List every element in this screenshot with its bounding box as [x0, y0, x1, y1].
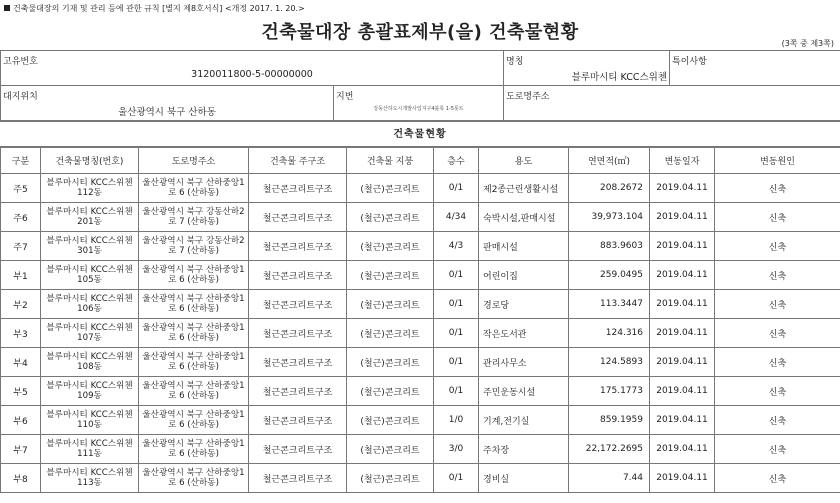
- type-cell: 부4: [1, 348, 41, 377]
- usage-cell: 경비실: [479, 464, 569, 493]
- change-reason-cell: 신축: [715, 435, 840, 464]
- main-structure-cell: 철근콘크리트구조: [249, 348, 347, 377]
- floors-cell: 0/1: [434, 348, 479, 377]
- roof-cell: (철근)콘크리트: [347, 319, 434, 348]
- special-label: 특이사항: [672, 57, 707, 67]
- main-structure-cell: 철근콘크리트구조: [249, 290, 347, 319]
- floor-area-cell: 124.316: [569, 319, 650, 348]
- main-structure-cell: 철근콘크리트구조: [249, 319, 347, 348]
- floors-cell: 0/1: [434, 174, 479, 203]
- usage-cell: 관리사무소: [479, 348, 569, 377]
- header-cell: 연면적(㎡): [569, 148, 650, 174]
- floors-cell: 0/1: [434, 464, 479, 493]
- change-reason-cell: 신축: [715, 319, 840, 348]
- table-row: [1, 174, 840, 203]
- floor-area-cell: 124.5893: [569, 348, 650, 377]
- usage-cell: 주민운동시설: [479, 377, 569, 406]
- change-date-cell: 2019.04.11: [650, 290, 715, 319]
- usage-cell: 숙박시설,판매시설: [479, 203, 569, 232]
- road-address-cell: 울산광역시 북구 산하중앙1로 6 (산하동): [139, 174, 249, 203]
- usage-cell: 주차장: [479, 435, 569, 464]
- table-row: [1, 290, 840, 319]
- main-structure-cell: 철근콘크리트구조: [249, 232, 347, 261]
- table-row: [1, 377, 840, 406]
- lot-value: 강동산하도시개발사업지구4블록 1-5롯트: [373, 106, 464, 112]
- type-cell: 주7: [1, 232, 41, 261]
- main-structure-cell: 철근콘크리트구조: [249, 377, 347, 406]
- road-address-cell: 울산광역시 북구 산하중앙1로 6 (산하동): [139, 348, 249, 377]
- change-reason-cell: 신축: [715, 261, 840, 290]
- usage-cell: 기계,전기실: [479, 406, 569, 435]
- building-name-cell: 블루마시티 KCC스위첸 112동: [41, 174, 139, 203]
- unique-no-cell: [1, 51, 504, 86]
- type-cell: 부2: [1, 290, 41, 319]
- header-cell: 건축물 지붕: [347, 148, 434, 174]
- type-cell: 부1: [1, 261, 41, 290]
- roof-cell: (철근)콘크리트: [347, 377, 434, 406]
- main-structure-cell: 철근콘크리트구조: [249, 203, 347, 232]
- building-name-cell: 블루마시티 KCC스위첸 201동: [41, 203, 139, 232]
- change-reason-cell: 신축: [715, 174, 840, 203]
- usage-cell: 제2종근린생활시설: [479, 174, 569, 203]
- floors-cell: 0/1: [434, 377, 479, 406]
- building-name-cell: 블루마시티 KCC스위첸 113동: [41, 464, 139, 493]
- change-date-cell: 2019.04.11: [650, 261, 715, 290]
- table-row: [1, 261, 840, 290]
- road-address-cell: 울산광역시 북구 산하중앙1로 6 (산하동): [139, 464, 249, 493]
- change-date-cell: 2019.04.11: [650, 203, 715, 232]
- main-structure-cell: 철근콘크리트구조: [249, 261, 347, 290]
- change-reason-cell: 신축: [715, 232, 840, 261]
- change-reason-cell: 신축: [715, 464, 840, 493]
- building-name-cell: 블루마시티 KCC스위첸 110동: [41, 406, 139, 435]
- roof-cell: (철근)콘크리트: [347, 232, 434, 261]
- floor-area-cell: 39,973.104: [569, 203, 650, 232]
- floor-area-cell: 22,172.2695: [569, 435, 650, 464]
- change-date-cell: 2019.04.11: [650, 174, 715, 203]
- page-title: 건축물대장 총괄표제부(을) 건축물현황: [261, 22, 579, 43]
- floor-area-cell: 208.2672: [569, 174, 650, 203]
- floor-area-cell: 113.3447: [569, 290, 650, 319]
- road-address-cell: 울산광역시 북구 강동산하2로 7 (산하동): [139, 232, 249, 261]
- header-cell: 변동원인: [715, 148, 840, 174]
- usage-cell: 작은도서관: [479, 319, 569, 348]
- floor-area-cell: 883.9603: [569, 232, 650, 261]
- change-reason-cell: 신축: [715, 290, 840, 319]
- table-header-row: [1, 148, 840, 174]
- roof-cell: (철근)콘크리트: [347, 203, 434, 232]
- floor-area-cell: 859.1959: [569, 406, 650, 435]
- header-cell: 건축물 주구조: [249, 148, 347, 174]
- floor-area-cell: 259.0495: [569, 261, 650, 290]
- main-structure-cell: 철근콘크리트구조: [249, 464, 347, 493]
- type-cell: 주6: [1, 203, 41, 232]
- table-row: [1, 406, 840, 435]
- road-label: 도로명주소: [506, 92, 550, 102]
- special-cell: [670, 51, 840, 86]
- road-address-cell: 울산광역시 북구 산하중앙1로 6 (산하동): [139, 290, 249, 319]
- road-address-cell: 울산광역시 북구 산하중앙1로 6 (산하동): [139, 261, 249, 290]
- roof-cell: (철근)콘크리트: [347, 406, 434, 435]
- floor-area-cell: 7.44: [569, 464, 650, 493]
- location-value: 울산광역시 북구 산하동: [118, 107, 216, 118]
- main-structure-cell: 철근콘크리트구조: [249, 406, 347, 435]
- type-cell: 주5: [1, 174, 41, 203]
- change-reason-cell: 신축: [715, 348, 840, 377]
- floors-cell: 4/3: [434, 232, 479, 261]
- change-date-cell: 2019.04.11: [650, 464, 715, 493]
- header-cell: 용도: [479, 148, 569, 174]
- table-row: [1, 319, 840, 348]
- unique-no-label: 고유번호: [3, 57, 38, 67]
- roof-cell: (철근)콘크리트: [347, 435, 434, 464]
- change-date-cell: 2019.04.11: [650, 435, 715, 464]
- type-cell: 부8: [1, 464, 41, 493]
- road-address-cell: 울산광역시 북구 산하중앙1로 6 (산하동): [139, 406, 249, 435]
- roof-cell: (철근)콘크리트: [347, 174, 434, 203]
- name-value: 블루마시티 KCC스위첸: [571, 72, 668, 83]
- type-cell: 부6: [1, 406, 41, 435]
- buildings-table: [0, 147, 840, 493]
- table-row: [1, 232, 840, 261]
- road-address-cell: 울산광역시 북구 산하중앙1로 6 (산하동): [139, 319, 249, 348]
- square-bullet-icon: [4, 5, 10, 11]
- header-cell: 도로명주소: [139, 148, 249, 174]
- usage-cell: 판매시설: [479, 232, 569, 261]
- floor-area-cell: 175.1773: [569, 377, 650, 406]
- location-label: 대지위치: [3, 92, 38, 102]
- main-structure-cell: 철근콘크리트구조: [249, 174, 347, 203]
- main-structure-cell: 철근콘크리트구조: [249, 435, 347, 464]
- table-row: [1, 464, 840, 493]
- change-date-cell: 2019.04.11: [650, 406, 715, 435]
- roof-cell: (철근)콘크리트: [347, 348, 434, 377]
- type-cell: 부3: [1, 319, 41, 348]
- roof-cell: (철근)콘크리트: [347, 261, 434, 290]
- road-cell: [504, 86, 840, 121]
- building-name-cell: 블루마시티 KCC스위첸 107동: [41, 319, 139, 348]
- name-label: 명칭: [506, 57, 524, 67]
- building-name-cell: 블루마시티 KCC스위첸 109동: [41, 377, 139, 406]
- floors-cell: 4/34: [434, 203, 479, 232]
- header-cell: 변동일자: [650, 148, 715, 174]
- type-cell: 부7: [1, 435, 41, 464]
- building-name-cell: 블루마시티 KCC스위첸 301동: [41, 232, 139, 261]
- law-note: 건축물대장의 기재 및 관리 등에 관한 규칙 [별지 제8호서식] <개정 2017. 1. 20.>: [4, 3, 305, 14]
- building-name-cell: 블루마시티 KCC스위첸 111동: [41, 435, 139, 464]
- change-reason-cell: 신축: [715, 377, 840, 406]
- change-date-cell: 2019.04.11: [650, 377, 715, 406]
- lot-cell: [334, 86, 504, 121]
- lot-label: 지번: [336, 92, 354, 102]
- usage-cell: 경로당: [479, 290, 569, 319]
- header-cell: 건축물명칭(번호): [41, 148, 139, 174]
- floors-cell: 0/1: [434, 319, 479, 348]
- change-date-cell: 2019.04.11: [650, 319, 715, 348]
- floors-cell: 0/1: [434, 261, 479, 290]
- building-name-cell: 블루마시티 KCC스위첸 106동: [41, 290, 139, 319]
- section-title: 건축물현황: [0, 121, 840, 147]
- road-address-cell: 울산광역시 북구 산하중앙1로 6 (산하동): [139, 435, 249, 464]
- usage-cell: 어린이집: [479, 261, 569, 290]
- road-address-cell: 울산광역시 북구 강동산하2로 7 (산하동): [139, 203, 249, 232]
- change-reason-cell: 신축: [715, 203, 840, 232]
- floors-cell: 0/1: [434, 290, 479, 319]
- header-cell: 층수: [434, 148, 479, 174]
- info-table: [0, 50, 840, 121]
- name-cell: [504, 51, 670, 86]
- roof-cell: (철근)콘크리트: [347, 290, 434, 319]
- change-reason-cell: 신축: [715, 406, 840, 435]
- roof-cell: (철근)콘크리트: [347, 464, 434, 493]
- unique-no-value: 3120011800-5-00000000: [191, 69, 313, 80]
- table-row: [1, 348, 840, 377]
- building-name-cell: 블루마시티 KCC스위첸 108동: [41, 348, 139, 377]
- floors-cell: 3/0: [434, 435, 479, 464]
- change-date-cell: 2019.04.11: [650, 232, 715, 261]
- type-cell: 부5: [1, 377, 41, 406]
- building-name-cell: 블루마시티 KCC스위첸 105동: [41, 261, 139, 290]
- location-cell: [1, 86, 334, 121]
- table-row: [1, 435, 840, 464]
- table-row: [1, 203, 840, 232]
- change-date-cell: 2019.04.11: [650, 348, 715, 377]
- header-cell: 구분: [1, 148, 41, 174]
- floors-cell: 1/0: [434, 406, 479, 435]
- page-indicator: (3쪽 중 제3쪽): [781, 39, 834, 48]
- road-address-cell: 울산광역시 북구 산하중앙1로 6 (산하동): [139, 377, 249, 406]
